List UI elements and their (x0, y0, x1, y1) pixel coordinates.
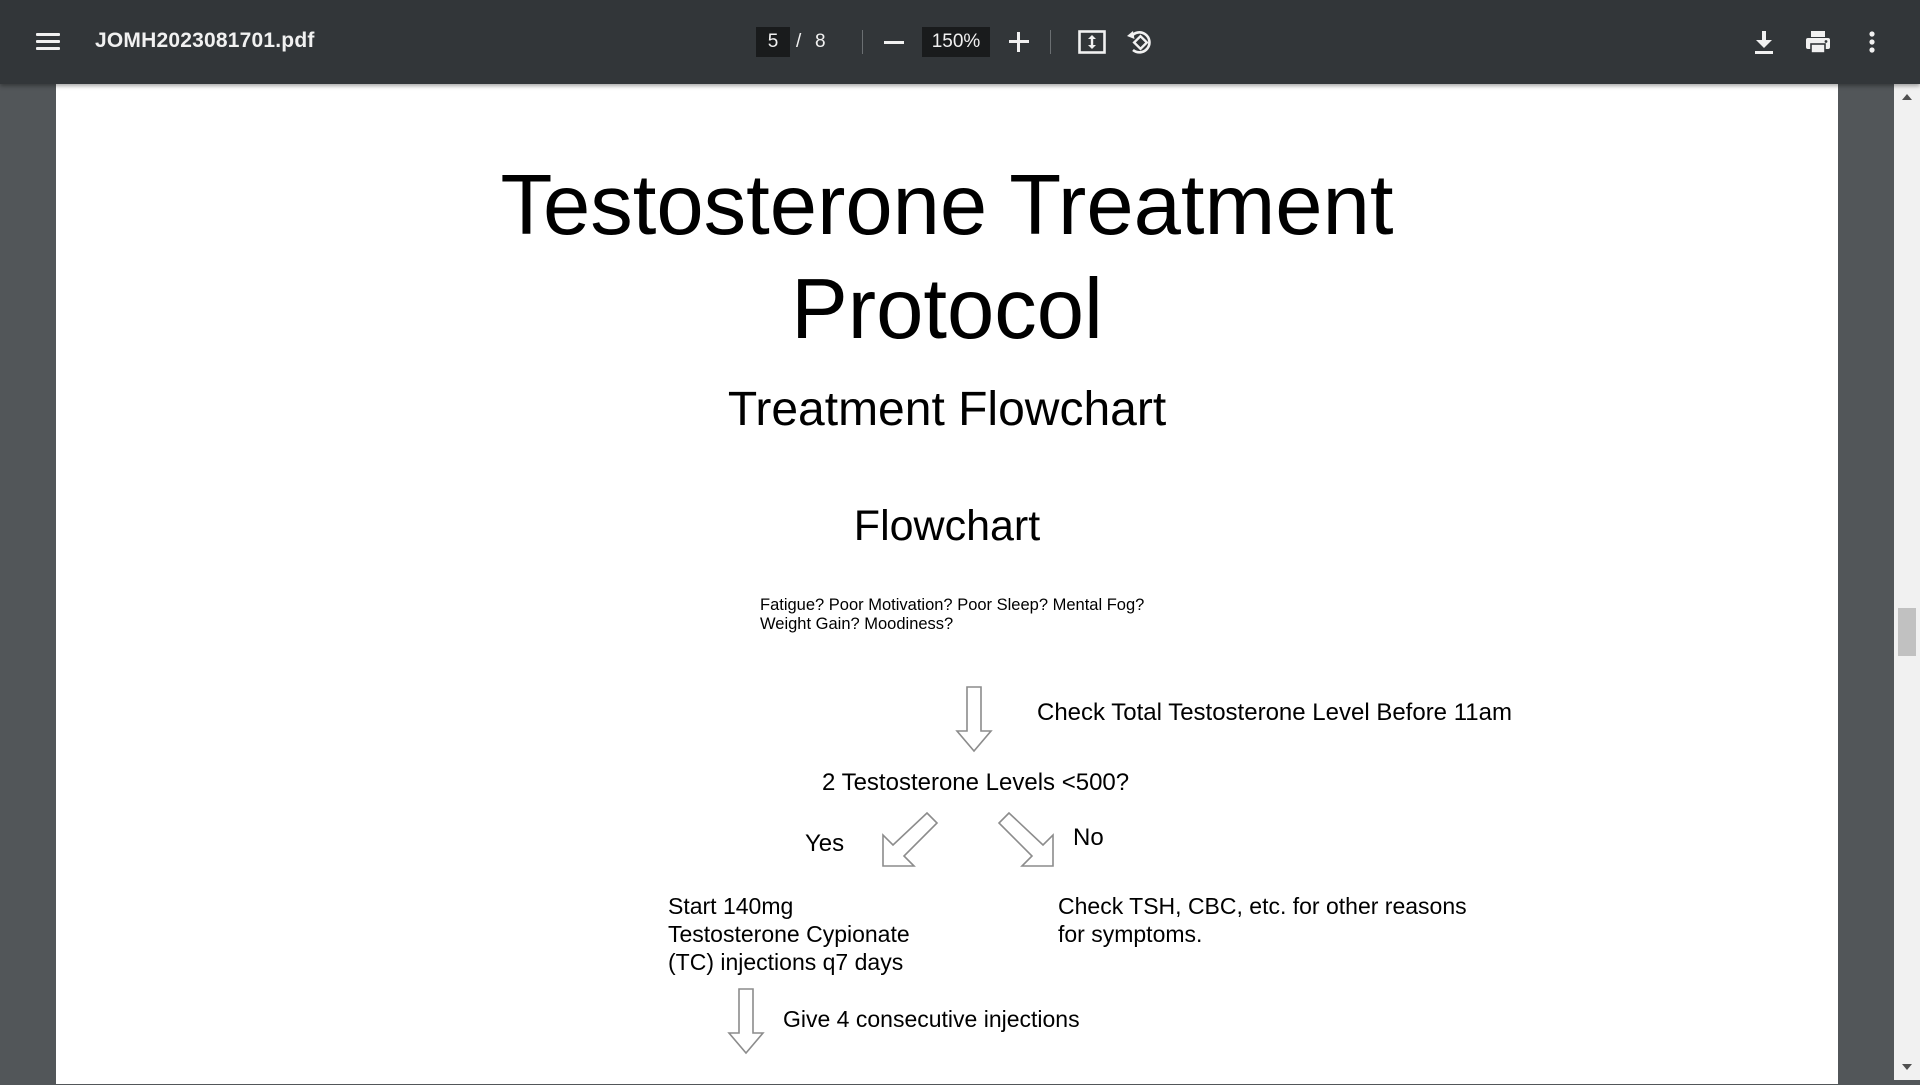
vertical-scrollbar[interactable] (1894, 84, 1920, 1080)
toolbar-divider (862, 30, 863, 54)
scroll-down-arrow-icon (1894, 1054, 1920, 1080)
zoom-out-button[interactable] (876, 26, 912, 58)
symptoms-text (760, 596, 1144, 634)
toolbar-divider (1050, 30, 1051, 54)
zoom-in-button[interactable] (1001, 26, 1037, 58)
flowchart-heading: Flowchart (853, 502, 1041, 550)
scroll-up-arrow-icon (1894, 84, 1920, 110)
down-arrow-2 (726, 987, 766, 1055)
scrollbar-thumb[interactable] (1898, 608, 1916, 656)
fit-to-page-button[interactable] (1074, 26, 1110, 58)
pdf-page (56, 84, 1838, 1084)
minus-icon (884, 41, 904, 44)
scroll-down-button[interactable] (1894, 1054, 1920, 1080)
pdf-toolbar (0, 0, 1920, 84)
fit-to-page-icon (1077, 28, 1107, 56)
scroll-up-button[interactable] (1894, 84, 1920, 110)
zoom-level-input[interactable] (922, 27, 990, 57)
start-line1: Start 140mg (668, 893, 794, 919)
no-arrow (996, 810, 1056, 870)
symptoms-line1: Fatigue? Poor Motivation? Poor Sleep? Mental Fog? (760, 596, 1145, 614)
yes-arrow (880, 810, 940, 870)
check-level-text: Check Total Testosterone Level Before 11am (1037, 699, 1512, 726)
give-injections-text: Give 4 consecutive injections (783, 1006, 1080, 1032)
start-line2: Testosterone Cypionate (668, 921, 910, 947)
download-button[interactable] (1746, 26, 1782, 58)
start-line3: (TC) injections q7 days (668, 949, 904, 975)
download-icon (1752, 29, 1776, 55)
page-separator: / (796, 31, 802, 52)
document-title-line1: Testosterone Treatment (500, 158, 1394, 253)
page-number-input[interactable] (756, 27, 790, 57)
hamburger-menu-icon[interactable] (30, 26, 66, 58)
decision-question: 2 Testosterone Levels <500? (822, 769, 1130, 796)
printer-icon (1804, 29, 1832, 55)
print-button[interactable] (1800, 26, 1836, 58)
document-subtitle: Treatment Flowchart (727, 383, 1167, 436)
down-arrow-1 (954, 685, 994, 753)
vertical-dots-icon (1867, 29, 1877, 55)
total-pages: 8 (815, 31, 826, 52)
start-treatment-text (668, 892, 910, 976)
symptoms-line2: Weight Gain? Moodiness? (760, 615, 954, 633)
rotate-button[interactable] (1122, 26, 1158, 58)
document-title-line2: Protocol (791, 262, 1103, 357)
file-name: JOMH2023081701.pdf (95, 29, 315, 52)
document-title (56, 154, 1838, 362)
other-line1: Check TSH, CBC, etc. for other reasons (1058, 893, 1467, 919)
no-label: No (1073, 824, 1104, 851)
rotate-counterclockwise-icon (1125, 27, 1155, 57)
other-reasons-text (1058, 892, 1467, 948)
other-line2: for symptoms. (1058, 921, 1203, 947)
yes-label: Yes (805, 830, 845, 857)
more-actions-button[interactable] (1854, 26, 1890, 58)
